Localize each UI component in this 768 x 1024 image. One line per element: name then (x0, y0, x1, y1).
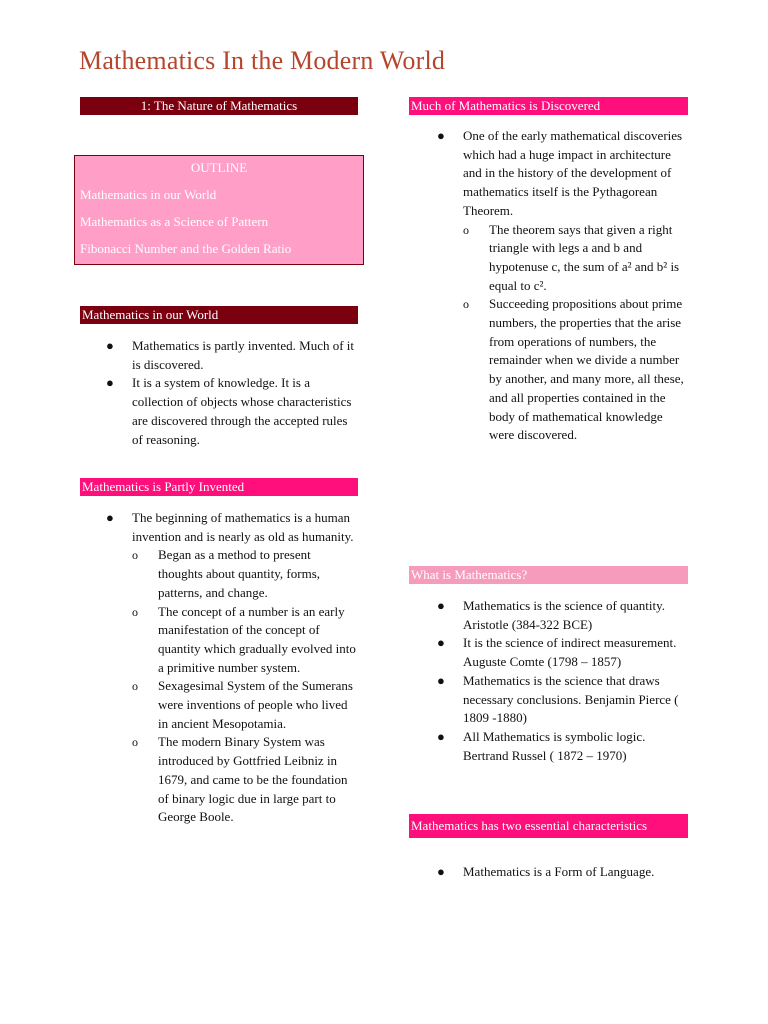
list-item: ● The beginning of mathematics is a human invention and is nearly as old as humanity. o Began as a method to present thoughts about quantity, forms, patterns, and change. o The concept of a number is an early manifestation of the concept of quantity which gradually evolved into a primitive number system. o Sexagesimal System of the Sumerans were inventions of people who lived in ancient Mesopotamia. o The modern Binary System was introduced by Gottfried Leibniz in 1679, and came to be the foundation of binary logic due in large part to George Boole. (106, 509, 358, 827)
document-title: Mathematics In the Modern World (79, 46, 446, 75)
sub-bullet-icon: o (132, 679, 138, 694)
sub-list (132, 546, 358, 827)
bullet-icon: ● (437, 672, 445, 688)
sub-bullet-icon: o (132, 735, 138, 750)
sub-list (463, 221, 689, 445)
bullet-icon: ● (437, 128, 445, 143)
sub-bullet-icon: o (132, 604, 138, 619)
sub-list-item: o The modern Binary System was introduced by Gottfried Leibniz in 1679, and came to be the foundation of binary logic due in large part to George Boole. (132, 734, 348, 825)
bullet-icon: ● (437, 728, 445, 744)
list-item: ● Mathematics is a Form of Language. (437, 863, 689, 882)
bullet-list (437, 863, 689, 882)
list-item: ● Mathematics is the science that draws necessary conclusions. Benjamin Pierce ( 1809 -1880) (437, 672, 679, 726)
chapter-heading-bar: 1: The Nature of Mathematics (80, 97, 358, 115)
sub-list-item: o The concept of a number is an early manifestation of the concept of quantity which gradually evolved into a primitive number system. (132, 603, 356, 675)
bullet-list (437, 127, 689, 445)
outline-title: OUTLINE (190, 160, 248, 175)
section-heading-math-in-world: Mathematics in our World (80, 306, 358, 324)
list-item: ● Mathematics is the science of quantity. Aristotle (384-322 BCE) (437, 598, 666, 632)
sub-bullet-icon: o (463, 222, 469, 237)
section-heading-discovered: Much of Mathematics is Discovered (409, 97, 688, 115)
list-item: ● One of the early mathematical discoveries which had a huge impact in architecture and in the history of the development of mathematics itself is the Pythagorean Theorem. o The theorem says that given a right triangle with legs a and b and hypotenuse c, the sum of a² and b² is equal to c². o Succeeding propositions about prime numbers, the properties that the arise from operations of numbers, the remainder when we divide a number by another, and many more, all these, and all properties contained in the body of mathematical knowledge were discovered. (437, 127, 689, 445)
outline-item: Fibonacci Number and the Golden Ratio (80, 241, 292, 256)
list-item: ● It is the science of indirect measurement. Auguste Comte (1798 – 1857) (437, 635, 677, 670)
sub-bullet-icon: o (132, 548, 138, 563)
bullet-icon: ● (106, 375, 114, 391)
outline-item: Mathematics as a Science of Pattern (80, 214, 269, 229)
outline-box (74, 155, 364, 265)
sub-list-item: o Succeeding propositions about prime numbers, the properties that the arise from operations of numbers, the remainder when we divide a number by another, and many more, all these, and all properties contained in the body of mathematical knowledge were discovered. (463, 296, 684, 443)
bullet-list (106, 509, 358, 827)
list-item: ● All Mathematics is symbolic logic. Bertrand Russel ( 1872 – 1970) (437, 728, 646, 763)
section-heading-partly-invented: Mathematics is Partly Invented (80, 478, 358, 496)
list-item: ● Mathematics is partly invented. Much of it is discovered. (106, 338, 355, 372)
sub-list-item: o Sexagesimal System of the Sumerans were inventions of people who lived in ancient Mesopotamia. (132, 678, 353, 731)
sub-list-item: o Began as a method to present thoughts about quantity, forms, patterns, and change. (132, 547, 321, 600)
bullet-icon: ● (106, 510, 114, 525)
outline-item: Mathematics in our World (80, 187, 217, 202)
bullet-list (437, 597, 689, 765)
bullet-list (106, 337, 358, 449)
section-heading-two-characteristics: Mathematics has two essential characteristics (409, 814, 688, 838)
list-item: ● It is a system of knowledge. It is a collection of objects whose characteristics are discovered through the accepted rules of reasoning. (106, 375, 352, 447)
bullet-icon: ● (437, 598, 445, 613)
bullet-icon: ● (106, 338, 114, 353)
bullet-icon: ● (437, 864, 445, 879)
bullet-icon: ● (437, 635, 445, 651)
section-heading-what-is-math: What is Mathematics? (409, 566, 688, 584)
sub-list-item: o The theorem says that given a right triangle with legs a and b and hypotenuse c, the sum of a² and b² is equal to c². (463, 221, 680, 293)
sub-bullet-icon: o (463, 297, 469, 312)
